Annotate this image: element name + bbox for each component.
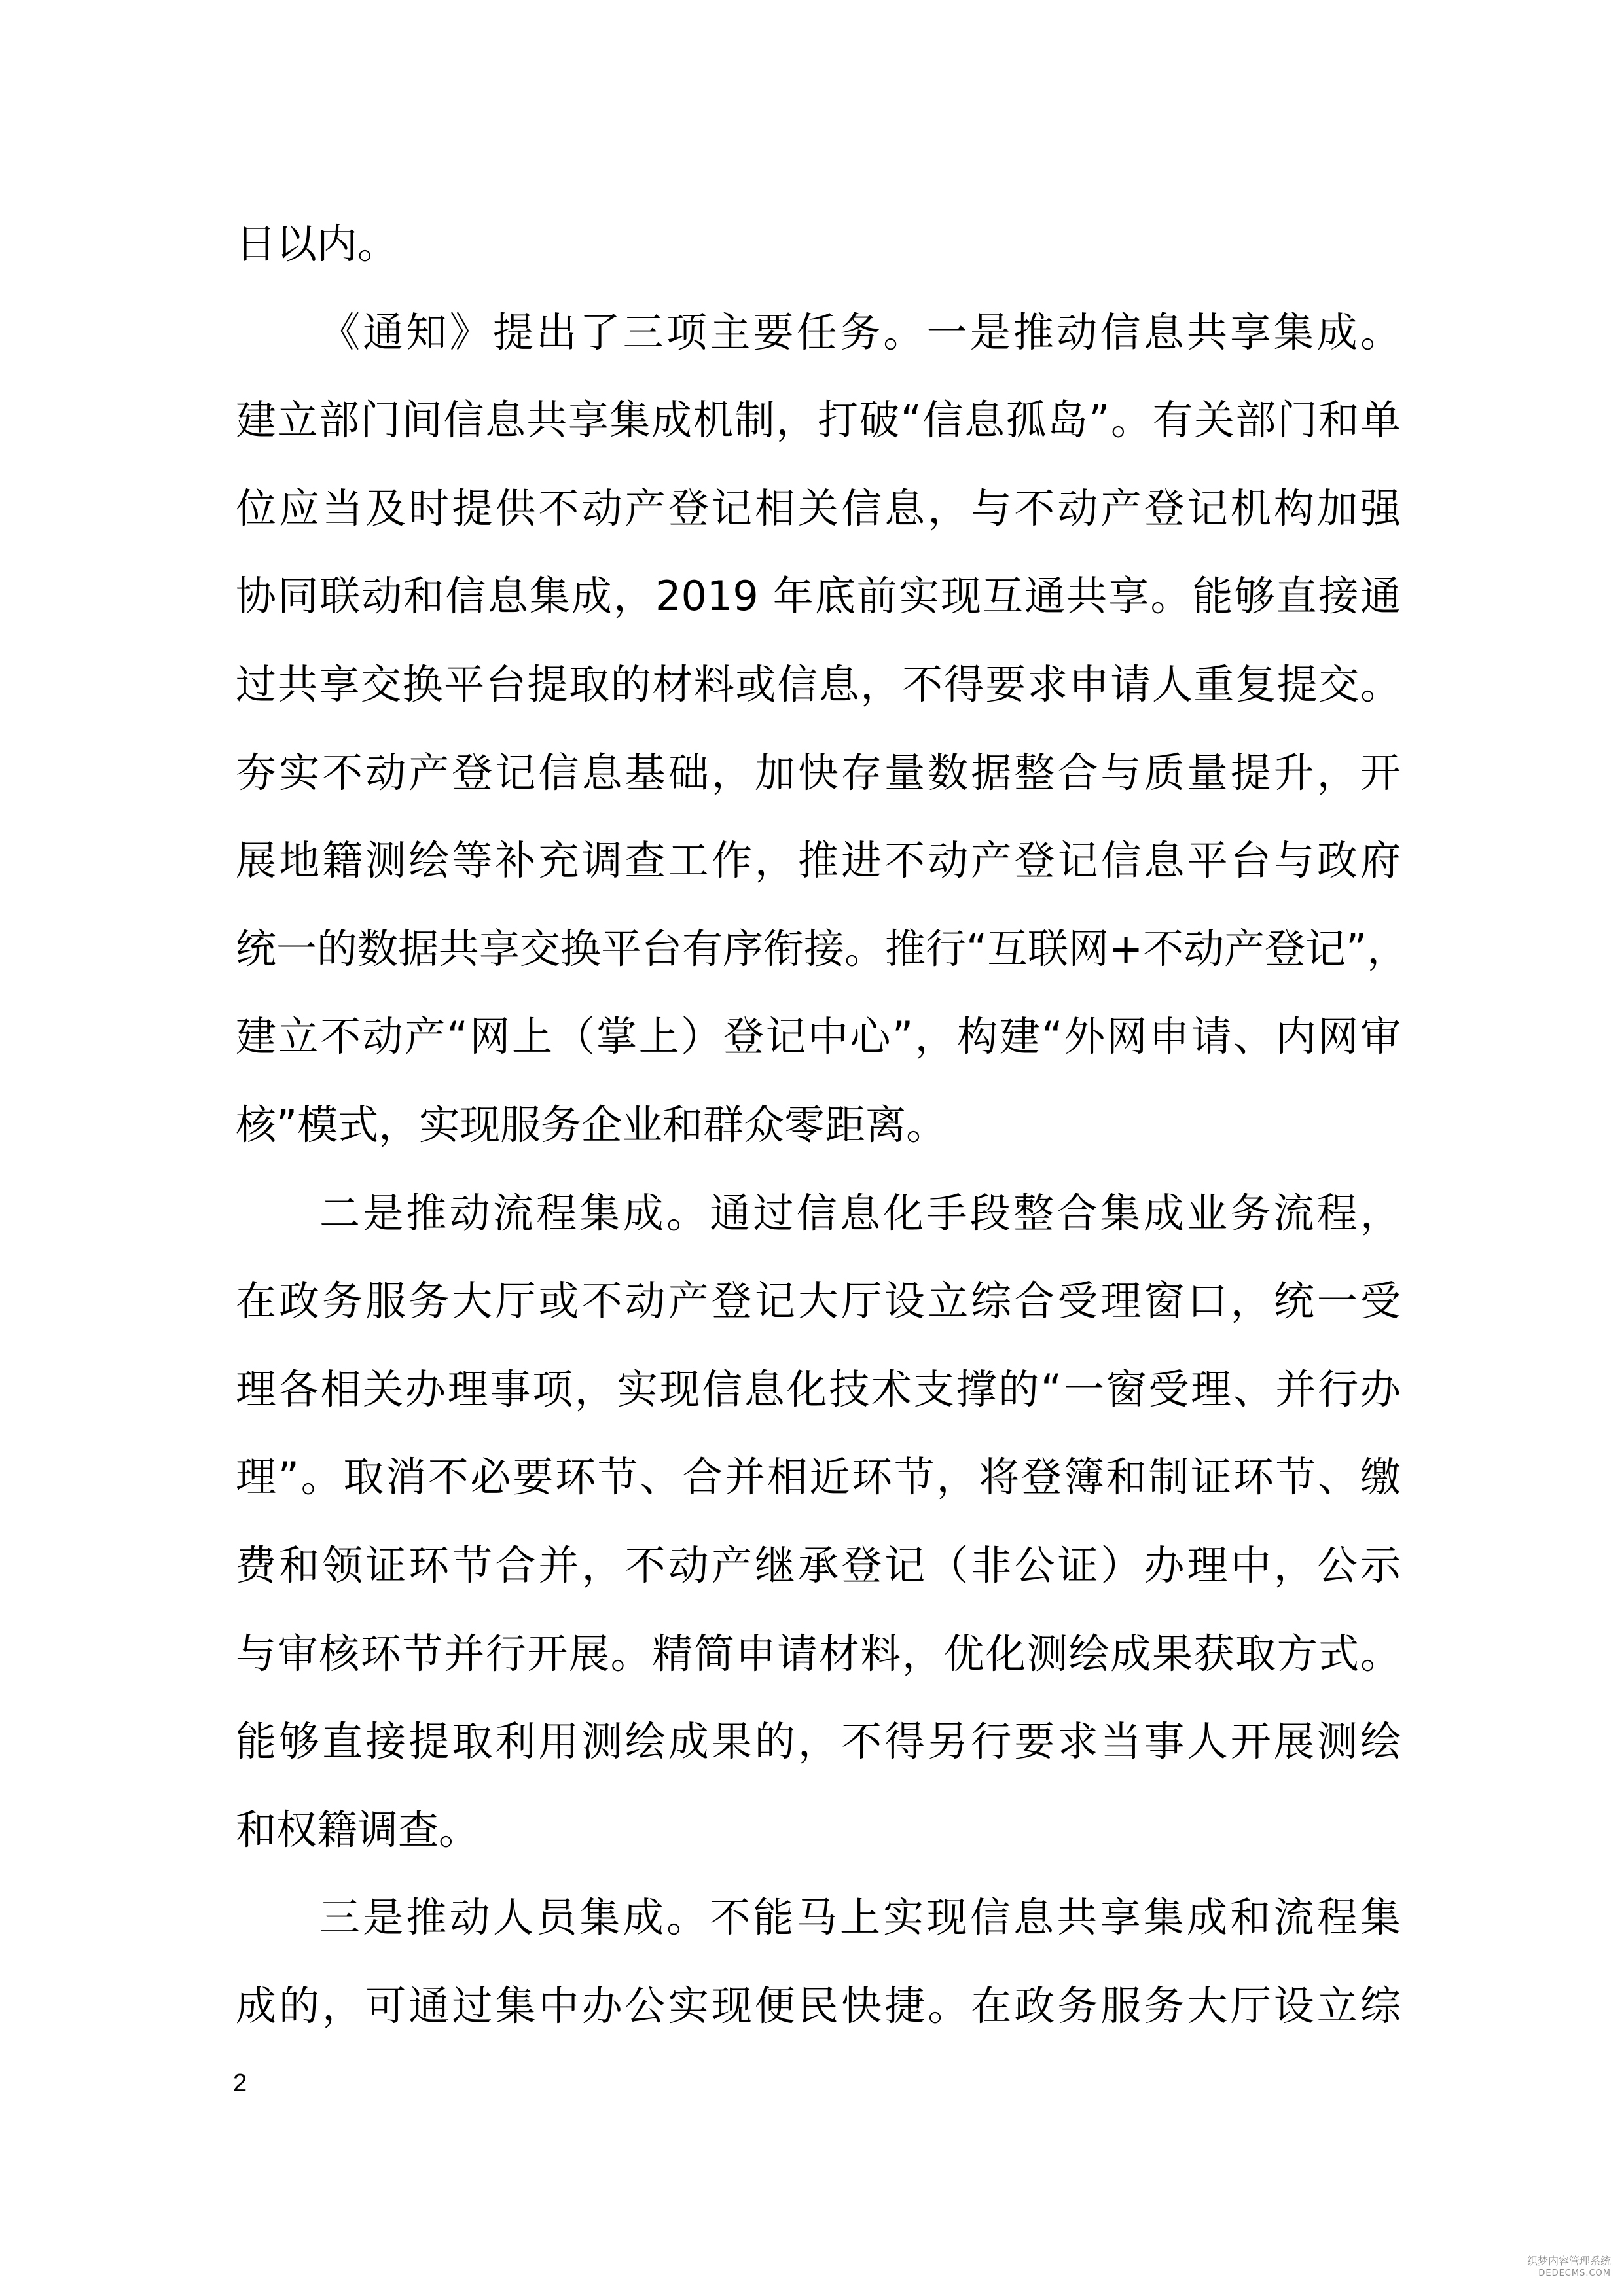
text-line: 与审核环节并行开展。精简申请材料，优化测绘成果获取方式。 xyxy=(236,1629,1401,1677)
text-line: 统一的数据共享交换平台有序衔接。推行“互联网+不动产登记”， xyxy=(236,924,1408,973)
text-line: 在政务服务大厅或不动产登记大厅设立综合受理窗口，统一受 xyxy=(236,1277,1401,1325)
text-line: 成的，可通过集中办公实现便民快捷。在政务服务大厅设立综 xyxy=(236,1981,1401,2030)
text-line: 过共享交换平台提取的材料或信息，不得要求申请人重复提交。 xyxy=(236,660,1401,708)
text-line: 建立部门间信息共享集成机制，打破“信息孤岛”。有关部门和单 xyxy=(236,396,1401,444)
text-line: 能够直接提取利用测绘成果的，不得另行要求当事人开展测绘 xyxy=(236,1717,1401,1766)
body-text xyxy=(236,200,1408,2050)
watermark xyxy=(1513,2254,1611,2279)
text-line: 核”模式，实现服务企业和群众零距离。 xyxy=(236,1100,947,1149)
text-line: 建立不动产“网上（掌上）登记中心”，构建“外网申请、内网审 xyxy=(236,1013,1401,1061)
text-line: 《通知》提出了三项主要任务。一是推动信息共享集成。 xyxy=(319,308,1401,356)
text-line: 和权籍调查。 xyxy=(236,1805,480,1854)
watermark-cn-text: 织梦内容管理系统 xyxy=(1526,2255,1611,2267)
text-line: 夯实不动产登记信息基础，加快存量数据整合与质量提升，开 xyxy=(236,748,1401,797)
text-line: 展地籍测绘等补充调查工作，推进不动产登记信息平台与政府 xyxy=(236,836,1401,885)
text-line: 费和领证环节合并，不动产继承登记（非公证）办理中，公示 xyxy=(236,1541,1401,1589)
text-line: 理各相关办理事项，实现信息化技术支撑的“一窗受理、并行办 xyxy=(236,1365,1401,1413)
watermark-en-text: DEDECMS.COM xyxy=(1538,2269,1611,2278)
text-line: 位应当及时提供不动产登记相关信息，与不动产登记机构加强 xyxy=(236,484,1401,532)
text-line: 理”。取消不必要环节、合并相近环节，将登簿和制证环节、缴 xyxy=(236,1453,1401,1501)
text-line: 二是推动流程集成。通过信息化手段整合集成业务流程， xyxy=(319,1189,1401,1237)
text-line: 日以内。 xyxy=(236,220,399,268)
text-line: 协同联动和信息集成，2019 年底前实现互通共享。能够直接通 xyxy=(236,572,1401,620)
text-line: 三是推动人员集成。不能马上实现信息共享集成和流程集 xyxy=(319,1893,1401,1942)
page-number: 2 xyxy=(233,2070,247,2097)
